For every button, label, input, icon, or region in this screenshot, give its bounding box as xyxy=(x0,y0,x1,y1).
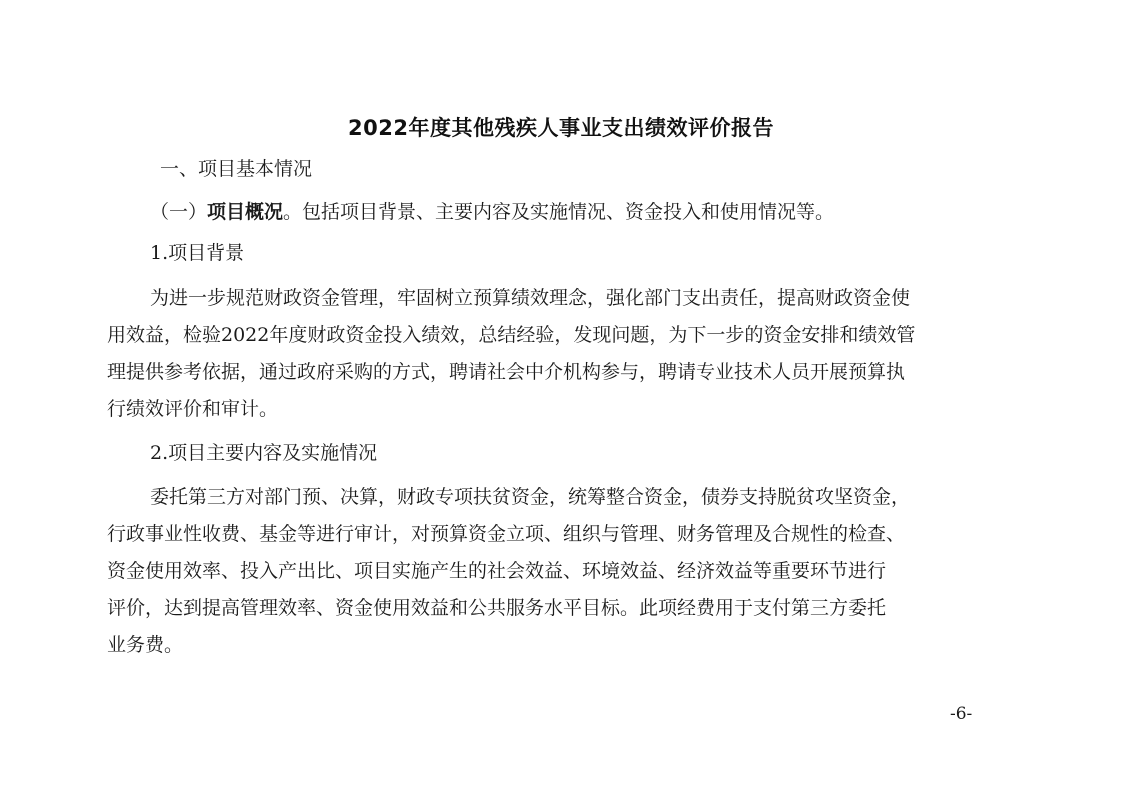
subsection-heading xyxy=(150,193,1020,231)
subsection-bold-title: 项目概况 xyxy=(207,201,284,223)
paragraph-line: 资金使用效率、投入产出比、项目实施产生的社会效益、环境效益、经济效益等重要环节进行 xyxy=(107,560,887,582)
paragraph-line: 行政事业性收费、基金等进行审计，对预算资金立项、组织与管理、财务管理及合规性的检查、 xyxy=(107,523,906,545)
paragraph-line: 业务费。 xyxy=(107,634,184,656)
paragraph-line: 评价，达到提高管理效率、资金使用效益和公共服务水平目标。此项经费用于支付第三方委托 xyxy=(107,597,887,619)
paragraph-line: 行绩效评价和审计。 xyxy=(107,398,279,420)
paragraph-line: 用效益，检验2022年度财政资金投入绩效，总结经验，发现问题，为下一步的资金安排和绩效管 xyxy=(107,324,916,346)
subsection-description: 。包括项目背景、主要内容及实施情况、资金投入和使用情况等。 xyxy=(283,201,835,223)
document-title: 2022年度其他残疾人事业支出绩效评价报告 xyxy=(348,116,774,140)
paragraph-line: 为进一步规范财政资金管理，牢固树立预算绩效理念，强化部门支出责任，提高财政资金使 xyxy=(150,287,911,309)
section-heading: 一、项目基本情况 xyxy=(160,158,313,180)
item-heading: 1.项目背景 xyxy=(150,242,245,264)
paragraph-line: 理提供参考依据，通过政府采购的方式，聘请社会中介机构参与，聘请专业技术人员开展预算执 xyxy=(107,361,906,383)
subsection-label: （一） xyxy=(150,201,208,223)
item-heading: 2.项目主要内容及实施情况 xyxy=(150,442,378,464)
paragraph-line: 委托第三方对部门预、决算，财政专项扶贫资金，统筹整合资金，债券支持脱贫攻坚资金， xyxy=(150,486,911,508)
page-number: -6- xyxy=(950,704,973,724)
